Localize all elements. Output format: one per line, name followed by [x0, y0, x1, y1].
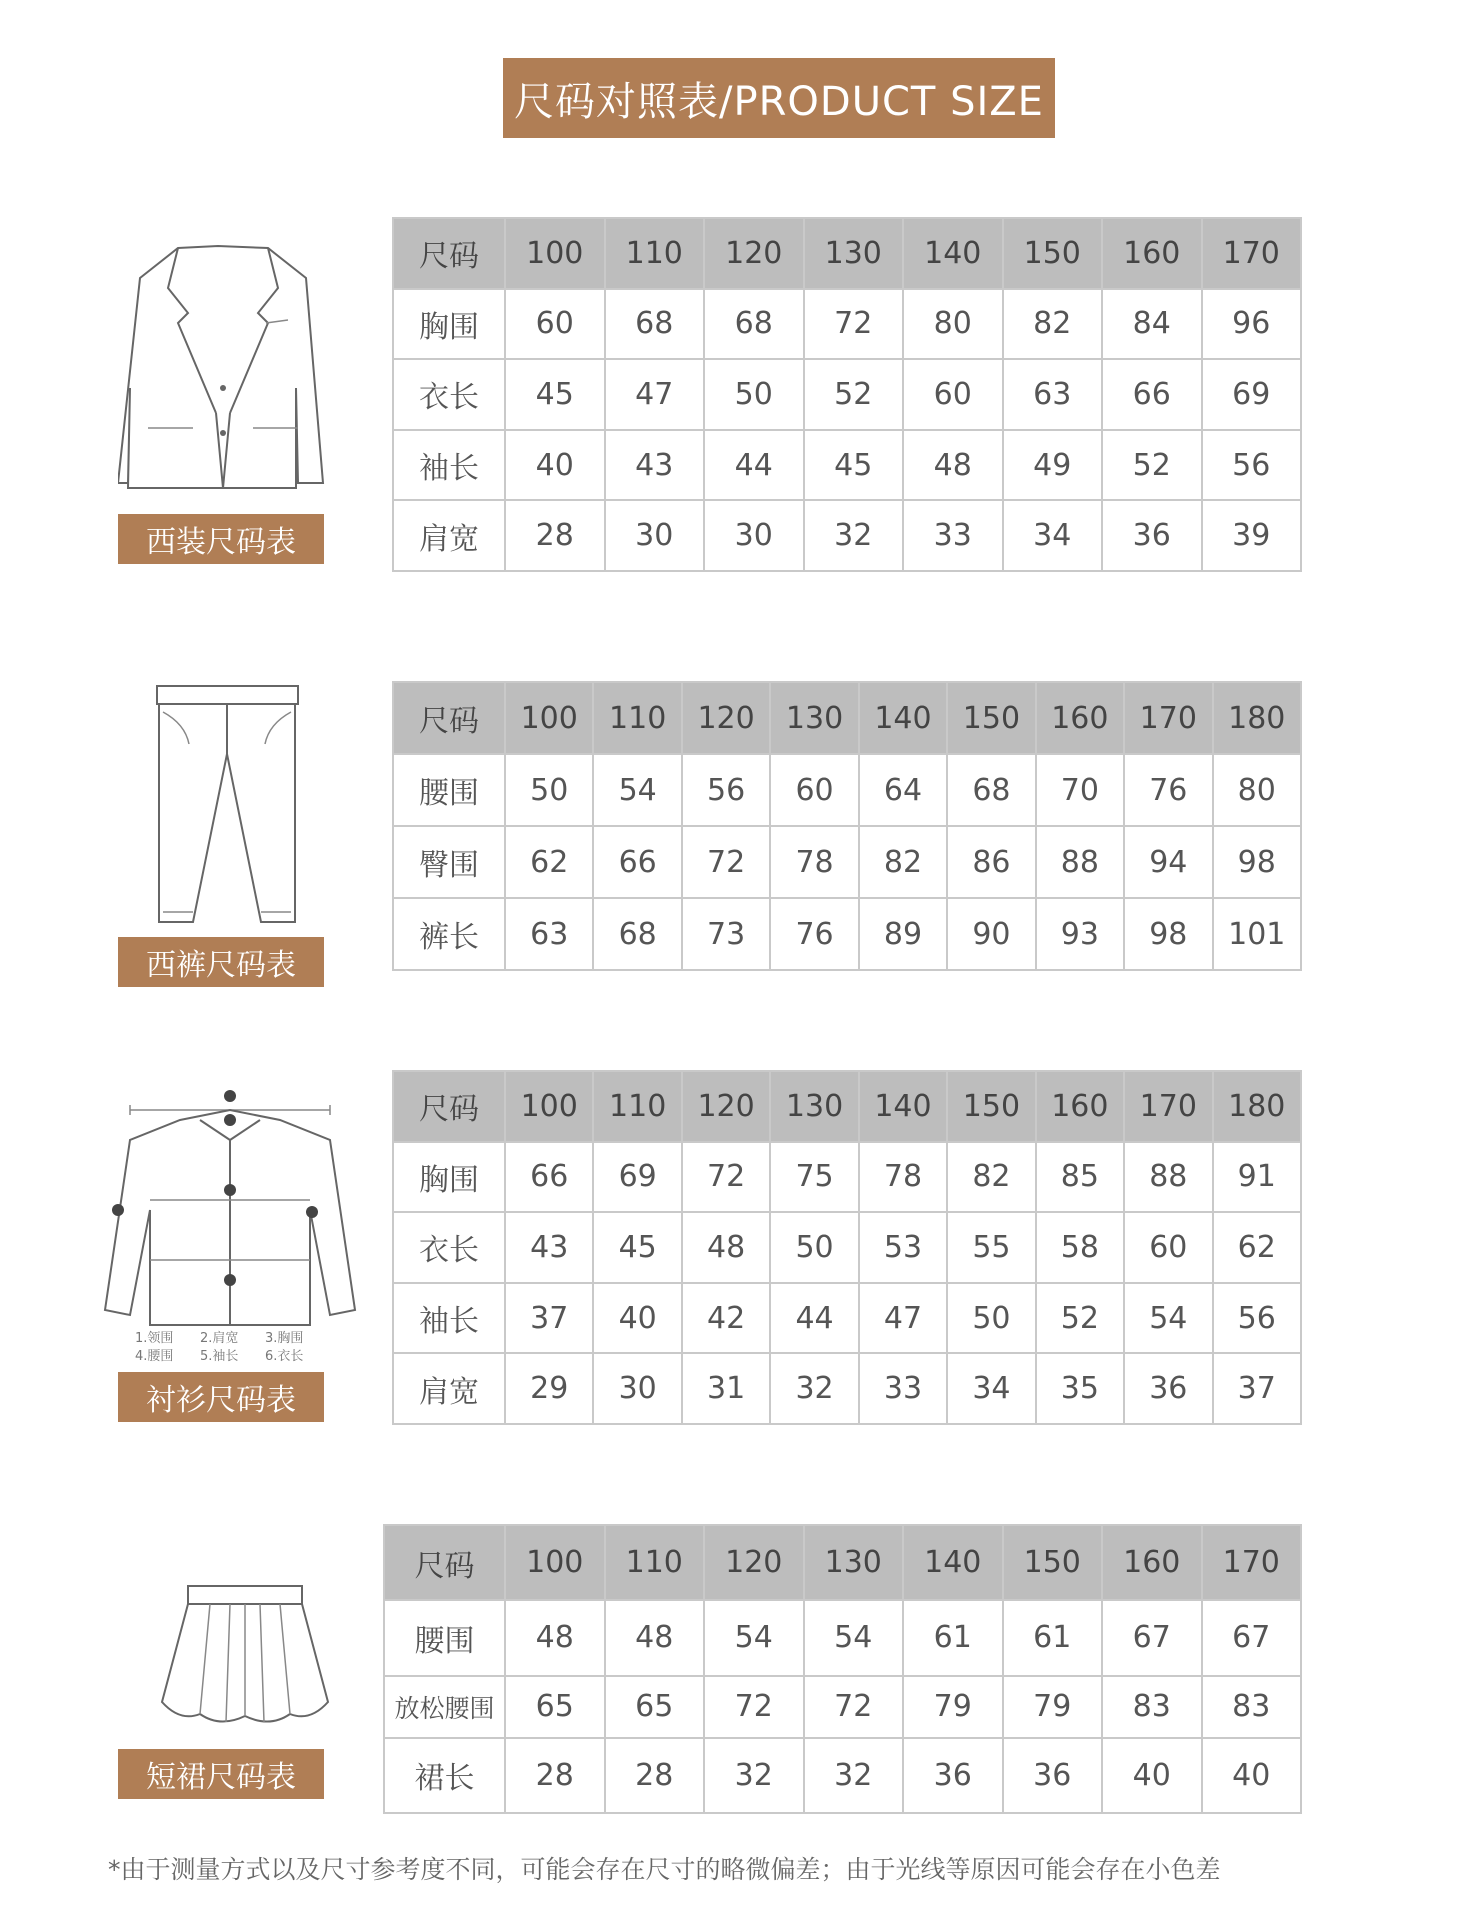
table-cell: 140 [903, 218, 1003, 289]
table-cell: 50 [505, 754, 593, 826]
footnote: *由于测量方式以及尺寸参考度不同，可能会存在尺寸的略微偏差；由于光线等原因可能会存在小色差 [108, 1855, 1221, 1884]
table-cell: 37 [1213, 1353, 1302, 1424]
table-cell: 79 [1003, 1676, 1103, 1738]
table-cell: 43 [605, 430, 705, 501]
table-cell: 48 [903, 430, 1003, 501]
table-cell: 110 [593, 1071, 681, 1142]
table-cell: 91 [1213, 1142, 1302, 1213]
shirt-size-label: 衬衫尺码表 [118, 1372, 324, 1422]
table-cell: 72 [804, 1676, 904, 1738]
table-cell: 47 [605, 359, 705, 430]
table-cell: 101 [1213, 898, 1302, 970]
table-cell: 胸围 [393, 1142, 505, 1213]
shirt-legend-4: 4.腰围 [135, 1349, 174, 1364]
table-cell: 60 [505, 289, 605, 360]
table-cell: 160 [1036, 682, 1124, 754]
table-row [393, 500, 1301, 571]
table-cell: 54 [1124, 1283, 1212, 1354]
shirt-legend-1: 1.领围 [135, 1331, 174, 1346]
table-cell: 160 [1102, 1525, 1202, 1600]
table-cell: 84 [1102, 289, 1202, 360]
table-cell: 130 [804, 1525, 904, 1600]
table-cell: 48 [605, 1600, 705, 1675]
shirt-legend-6: 6.衣长 [265, 1349, 304, 1364]
table-cell: 28 [505, 1738, 605, 1813]
table-cell: 83 [1202, 1676, 1302, 1738]
table-cell: 袖长 [393, 430, 505, 501]
table-cell: 62 [505, 826, 593, 898]
table-cell: 62 [1213, 1212, 1302, 1283]
table-row [384, 1600, 1301, 1675]
table-cell: 150 [947, 1071, 1035, 1142]
table-cell: 42 [682, 1283, 770, 1354]
table-cell: 140 [903, 1525, 1003, 1600]
table-cell: 肩宽 [393, 500, 505, 571]
table-cell: 40 [593, 1283, 681, 1354]
page-title: 尺码对照表/PRODUCT SIZE [503, 58, 1055, 138]
table-cell: 180 [1213, 1071, 1302, 1142]
table-cell: 68 [605, 289, 705, 360]
table-cell: 100 [505, 218, 605, 289]
table-cell: 72 [682, 826, 770, 898]
table-row [393, 754, 1301, 826]
shirt-measure-icon [80, 1080, 360, 1370]
table-row [393, 1353, 1301, 1424]
table-cell: 110 [593, 682, 681, 754]
table-cell: 31 [682, 1353, 770, 1424]
table-cell: 140 [859, 682, 947, 754]
table-cell: 90 [947, 898, 1035, 970]
table-cell: 45 [593, 1212, 681, 1283]
table-header-row [393, 1071, 1301, 1142]
table-cell: 64 [859, 754, 947, 826]
table-cell: 72 [804, 289, 904, 360]
table-cell: 放松腰围 [384, 1676, 505, 1738]
table-cell: 61 [1003, 1600, 1103, 1675]
table-cell: 50 [704, 359, 804, 430]
table-cell: 88 [1036, 826, 1124, 898]
table-cell: 96 [1202, 289, 1302, 360]
table-cell: 40 [1202, 1738, 1302, 1813]
table-cell: 100 [505, 682, 593, 754]
table-cell: 89 [859, 898, 947, 970]
table-cell: 36 [1124, 1353, 1212, 1424]
table-cell: 44 [770, 1283, 858, 1354]
table-cell: 36 [1003, 1738, 1103, 1813]
table-cell: 82 [1003, 289, 1103, 360]
table-cell: 76 [770, 898, 858, 970]
table-cell: 93 [1036, 898, 1124, 970]
table-cell: 80 [1213, 754, 1302, 826]
table-cell: 69 [1202, 359, 1302, 430]
table-header-row [393, 218, 1301, 289]
table-cell: 85 [1036, 1142, 1124, 1213]
table-cell: 37 [505, 1283, 593, 1354]
table-cell: 67 [1102, 1600, 1202, 1675]
shirt-legend-5: 5.袖长 [200, 1349, 239, 1364]
table-cell: 120 [704, 218, 804, 289]
table-cell: 40 [505, 430, 605, 501]
table-cell: 54 [704, 1600, 804, 1675]
table-cell: 69 [593, 1142, 681, 1213]
table-cell: 67 [1202, 1600, 1302, 1675]
suit-jacket-icon [118, 238, 328, 498]
table-cell: 120 [704, 1525, 804, 1600]
table-row [393, 826, 1301, 898]
table-cell: 32 [704, 1738, 804, 1813]
table-cell: 34 [947, 1353, 1035, 1424]
table-cell: 52 [1102, 430, 1202, 501]
table-cell: 胸围 [393, 289, 505, 360]
table-cell: 98 [1124, 898, 1212, 970]
table-cell: 裤长 [393, 898, 505, 970]
table-cell: 75 [770, 1142, 858, 1213]
table-cell: 30 [605, 500, 705, 571]
table-cell: 61 [903, 1600, 1003, 1675]
table-cell: 76 [1124, 754, 1212, 826]
table-cell: 150 [947, 682, 1035, 754]
table-cell: 73 [682, 898, 770, 970]
table-cell: 尺码 [393, 218, 505, 289]
table-cell: 28 [505, 500, 605, 571]
table-cell: 94 [1124, 826, 1212, 898]
table-cell: 68 [704, 289, 804, 360]
table-cell: 100 [505, 1071, 593, 1142]
table-cell: 48 [505, 1600, 605, 1675]
table-cell: 170 [1202, 1525, 1302, 1600]
table-cell: 肩宽 [393, 1353, 505, 1424]
table-cell: 43 [505, 1212, 593, 1283]
table-cell: 160 [1102, 218, 1202, 289]
table-cell: 47 [859, 1283, 947, 1354]
table-cell: 70 [1036, 754, 1124, 826]
table-cell: 55 [947, 1212, 1035, 1283]
table-cell: 尺码 [384, 1525, 505, 1600]
table-cell: 78 [770, 826, 858, 898]
table-row [393, 1212, 1301, 1283]
table-row [393, 1283, 1301, 1354]
table-cell: 120 [682, 682, 770, 754]
table-cell: 66 [1102, 359, 1202, 430]
table-cell: 86 [947, 826, 1035, 898]
table-cell: 140 [859, 1071, 947, 1142]
table-cell: 56 [1213, 1283, 1302, 1354]
table-cell: 50 [770, 1212, 858, 1283]
table-cell: 60 [903, 359, 1003, 430]
table-cell: 68 [593, 898, 681, 970]
table-cell: 54 [593, 754, 681, 826]
table-header-row [393, 682, 1301, 754]
table-cell: 160 [1036, 1071, 1124, 1142]
table-row [393, 359, 1301, 430]
shirt-legend-2: 2.肩宽 [200, 1331, 239, 1346]
table-cell: 尺码 [393, 1071, 505, 1142]
table-cell: 80 [903, 289, 1003, 360]
table-cell: 32 [804, 500, 904, 571]
shirt-size-table [392, 1070, 1302, 1425]
table-cell: 尺码 [393, 682, 505, 754]
table-cell: 83 [1102, 1676, 1202, 1738]
table-cell: 68 [947, 754, 1035, 826]
table-cell: 170 [1124, 682, 1212, 754]
table-cell: 66 [593, 826, 681, 898]
table-cell: 48 [682, 1212, 770, 1283]
table-cell: 65 [605, 1676, 705, 1738]
table-cell: 45 [505, 359, 605, 430]
table-cell: 裙长 [384, 1738, 505, 1813]
suit-size-table [392, 217, 1302, 572]
suit-size-label: 西装尺码表 [118, 514, 324, 564]
table-cell: 130 [770, 1071, 858, 1142]
table-row [384, 1676, 1301, 1738]
table-cell: 52 [804, 359, 904, 430]
table-cell: 110 [605, 1525, 705, 1600]
table-row [393, 1142, 1301, 1213]
table-cell: 56 [682, 754, 770, 826]
table-cell: 衣长 [393, 359, 505, 430]
trousers-icon [155, 684, 300, 929]
skirt-size-label: 短裙尺码表 [118, 1749, 324, 1799]
table-row [393, 289, 1301, 360]
table-row [393, 430, 1301, 501]
table-header-row [384, 1525, 1301, 1600]
table-cell: 130 [770, 682, 858, 754]
table-cell: 臀围 [393, 826, 505, 898]
table-cell: 100 [505, 1525, 605, 1600]
table-cell: 72 [682, 1142, 770, 1213]
table-cell: 120 [682, 1071, 770, 1142]
table-cell: 88 [1124, 1142, 1212, 1213]
table-cell: 35 [1036, 1353, 1124, 1424]
table-cell: 45 [804, 430, 904, 501]
table-cell: 32 [804, 1738, 904, 1813]
table-cell: 39 [1202, 500, 1302, 571]
trousers-size-label: 西裤尺码表 [118, 937, 324, 987]
table-cell: 53 [859, 1212, 947, 1283]
table-cell: 50 [947, 1283, 1035, 1354]
table-cell: 150 [1003, 218, 1103, 289]
pleated-skirt-icon [160, 1582, 330, 1732]
table-cell: 52 [1036, 1283, 1124, 1354]
table-cell: 腰围 [393, 754, 505, 826]
table-cell: 33 [859, 1353, 947, 1424]
shirt-legend-3: 3.胸围 [265, 1331, 304, 1346]
table-cell: 腰围 [384, 1600, 505, 1675]
table-cell: 66 [505, 1142, 593, 1213]
table-cell: 78 [859, 1142, 947, 1213]
skirt-size-table [383, 1524, 1302, 1814]
table-cell: 60 [1124, 1212, 1212, 1283]
table-cell: 28 [605, 1738, 705, 1813]
table-row [384, 1738, 1301, 1813]
table-row [393, 898, 1301, 970]
table-cell: 180 [1213, 682, 1302, 754]
table-cell: 49 [1003, 430, 1103, 501]
table-cell: 65 [505, 1676, 605, 1738]
table-cell: 82 [947, 1142, 1035, 1213]
table-cell: 40 [1102, 1738, 1202, 1813]
table-cell: 袖长 [393, 1283, 505, 1354]
table-cell: 33 [903, 500, 1003, 571]
table-cell: 63 [505, 898, 593, 970]
table-cell: 130 [804, 218, 904, 289]
table-cell: 34 [1003, 500, 1103, 571]
table-cell: 44 [704, 430, 804, 501]
table-cell: 29 [505, 1353, 593, 1424]
table-cell: 56 [1202, 430, 1302, 501]
table-cell: 98 [1213, 826, 1302, 898]
table-cell: 30 [593, 1353, 681, 1424]
table-cell: 82 [859, 826, 947, 898]
table-cell: 170 [1202, 218, 1302, 289]
table-cell: 63 [1003, 359, 1103, 430]
table-cell: 32 [770, 1353, 858, 1424]
trousers-size-table [392, 681, 1302, 971]
table-cell: 60 [770, 754, 858, 826]
table-cell: 36 [1102, 500, 1202, 571]
table-cell: 110 [605, 218, 705, 289]
table-cell: 72 [704, 1676, 804, 1738]
table-cell: 36 [903, 1738, 1003, 1813]
table-cell: 衣长 [393, 1212, 505, 1283]
table-cell: 170 [1124, 1071, 1212, 1142]
table-cell: 150 [1003, 1525, 1103, 1600]
table-cell: 79 [903, 1676, 1003, 1738]
table-cell: 54 [804, 1600, 904, 1675]
table-cell: 30 [704, 500, 804, 571]
table-cell: 58 [1036, 1212, 1124, 1283]
